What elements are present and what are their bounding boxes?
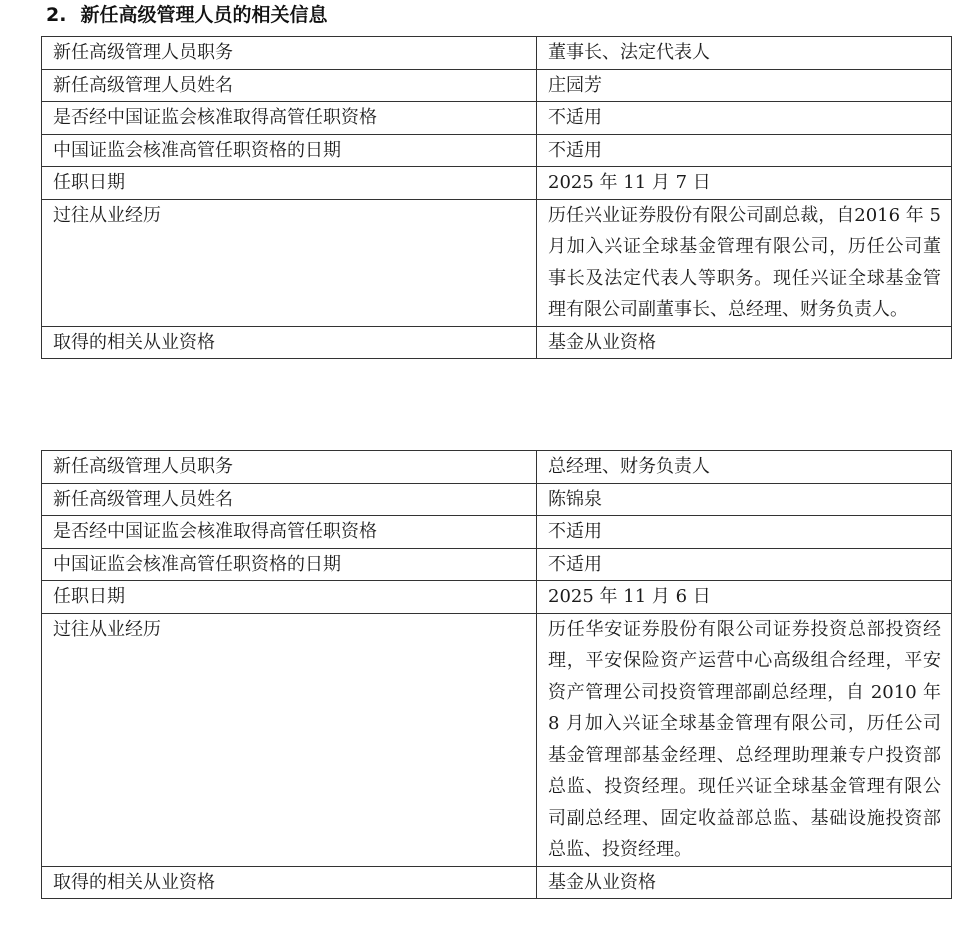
table-row	[42, 37, 952, 70]
table-row	[42, 613, 952, 866]
row-key: 新任高级管理人员职务	[42, 37, 537, 70]
table-row	[42, 451, 952, 484]
row-value: 不适用	[537, 102, 952, 135]
row-value: 总经理、财务负责人	[537, 451, 952, 484]
row-key: 是否经中国证监会核准取得高管任职资格	[42, 516, 537, 549]
section-heading	[46, 0, 327, 30]
table-row	[42, 199, 952, 326]
row-value: 历任兴业证券股份有限公司副总裁，自2016 年 5 月加入兴证全球基金管理有限公司，历任公司董事长及法定代表人等职务。现任兴证全球基金管理有限公司副董事长、总经理、财务负责人。	[537, 199, 952, 326]
row-value: 不适用	[537, 516, 952, 549]
executive-info-table-2	[41, 450, 952, 899]
row-key: 是否经中国证监会核准取得高管任职资格	[42, 102, 537, 135]
row-key: 取得的相关从业资格	[42, 866, 537, 899]
table-row	[42, 516, 952, 549]
table-row	[42, 69, 952, 102]
row-value: 基金从业资格	[537, 326, 952, 359]
table-row	[42, 548, 952, 581]
table-row	[42, 134, 952, 167]
row-key: 新任高级管理人员职务	[42, 451, 537, 484]
table-row	[42, 866, 952, 899]
row-key: 取得的相关从业资格	[42, 326, 537, 359]
row-value: 基金从业资格	[537, 866, 952, 899]
row-key: 任职日期	[42, 581, 537, 614]
section-title: 新任高级管理人员的相关信息	[80, 4, 328, 26]
row-value: 不适用	[537, 134, 952, 167]
row-value: 不适用	[537, 548, 952, 581]
row-value: 2025 年 11 月 7 日	[537, 167, 952, 200]
section-number: 2.	[46, 4, 67, 26]
table-row	[42, 483, 952, 516]
row-value: 历任华安证券股份有限公司证券投资总部投资经理，平安保险资产运营中心高级组合经理，平安资产管理公司投资管理部副总经理，自 2010 年 8 月加入兴证全球基金管理有限公司，历任公司基金管理部基金经理、总经理助理兼专户投资部总监、投资经理。现任兴证全球基金管理有限公司副总经理、固定收益部总监、基础设施投资部总监、投资经理。	[537, 613, 952, 866]
executive-info-table-1	[41, 36, 952, 359]
row-key: 中国证监会核准高管任职资格的日期	[42, 548, 537, 581]
row-key: 中国证监会核准高管任职资格的日期	[42, 134, 537, 167]
table-row	[42, 102, 952, 135]
row-key: 过往从业经历	[42, 613, 537, 866]
row-value: 陈锦泉	[537, 483, 952, 516]
row-value: 董事长、法定代表人	[537, 37, 952, 70]
row-key: 过往从业经历	[42, 199, 537, 326]
row-value: 2025 年 11 月 6 日	[537, 581, 952, 614]
table-row	[42, 167, 952, 200]
row-key: 新任高级管理人员姓名	[42, 483, 537, 516]
row-key: 新任高级管理人员姓名	[42, 69, 537, 102]
row-value: 庄园芳	[537, 69, 952, 102]
table-row	[42, 581, 952, 614]
row-key: 任职日期	[42, 167, 537, 200]
table-row	[42, 326, 952, 359]
